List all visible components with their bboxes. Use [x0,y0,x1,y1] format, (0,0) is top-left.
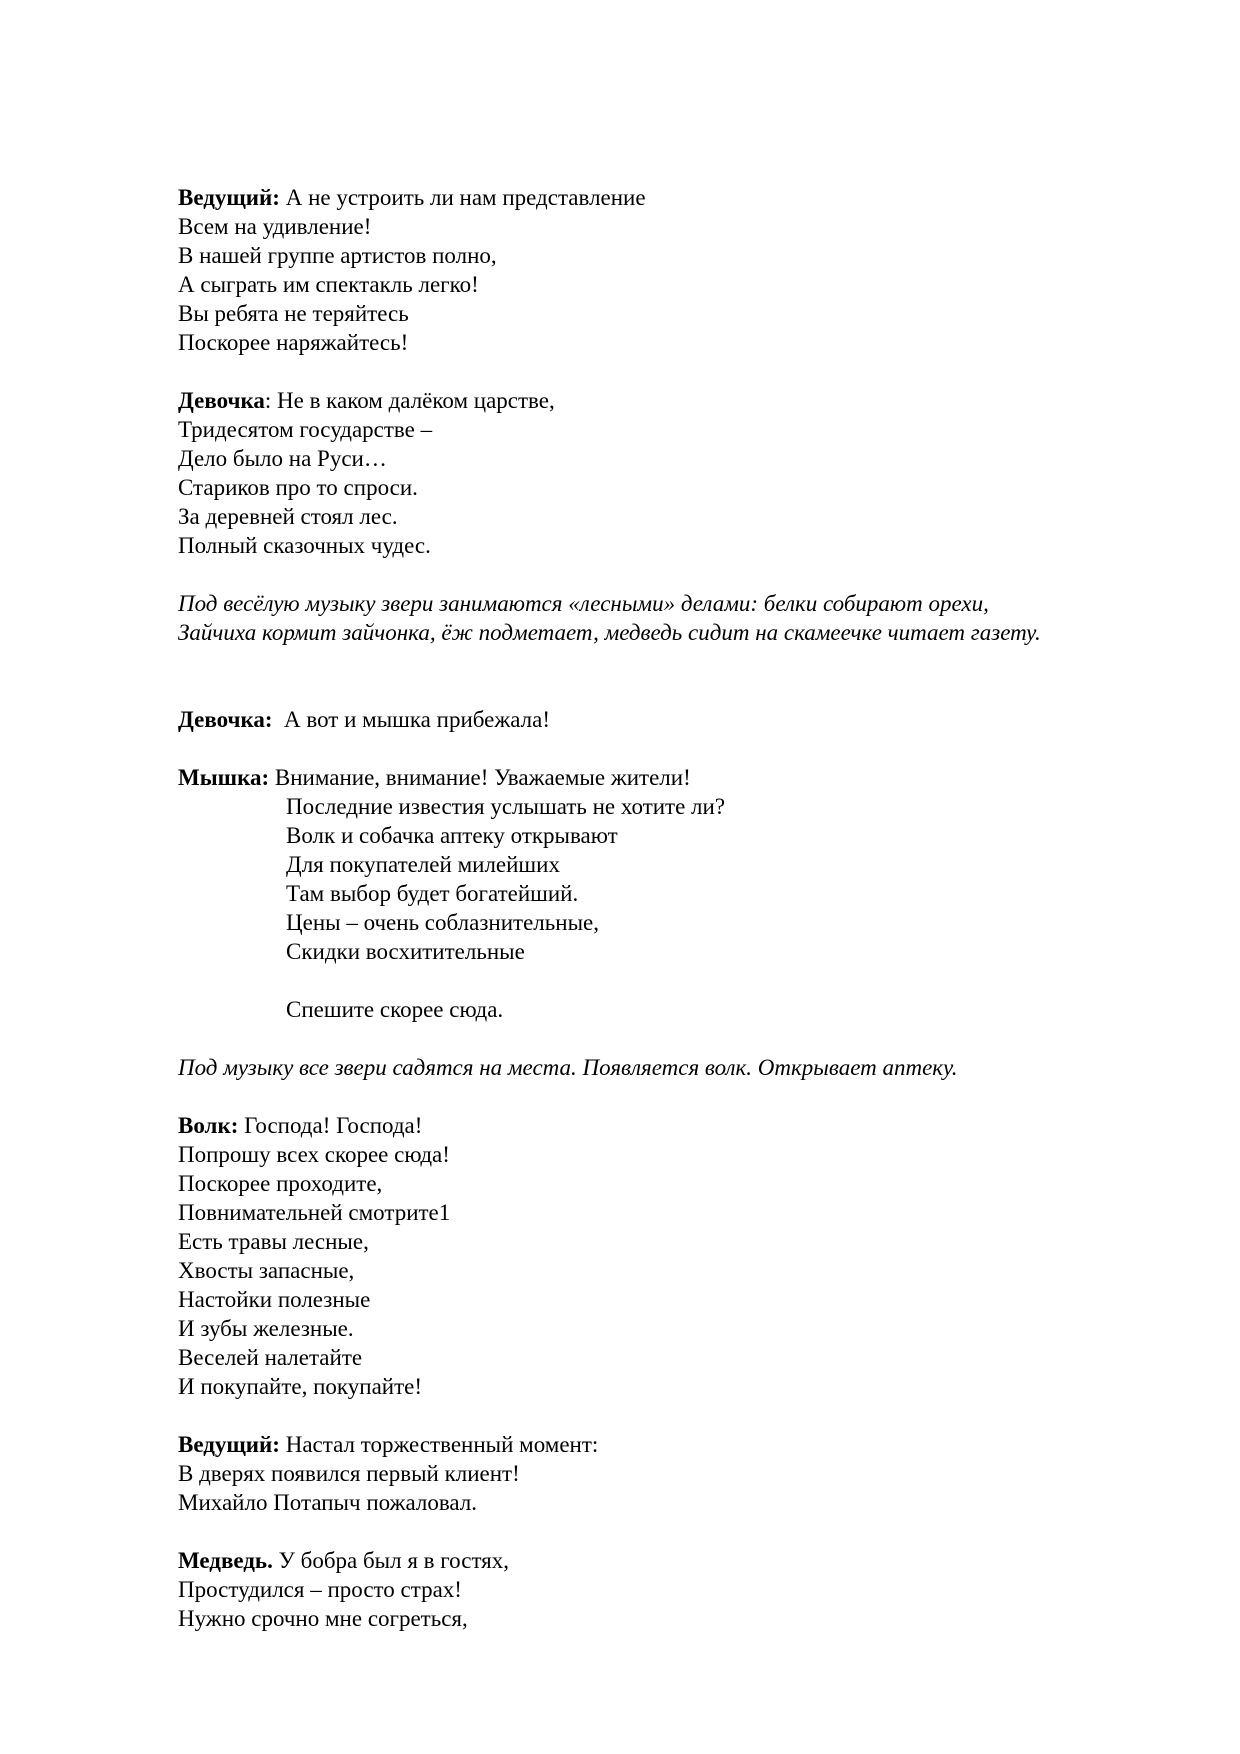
dialogue-line: Нужно срочно мне согреться, [178,1606,468,1631]
dialogue-line: Настойки полезные [178,1287,371,1312]
spacer [178,1024,1178,1053]
dialogue-line: Поскорее наряжайтесь! [178,330,409,355]
dialogue-line: Последние известия услышать не хотите ли? [286,794,726,819]
speaker-name: Ведущий: [178,185,280,210]
dialogue-text: У бобра был я в гостях, [272,1548,510,1573]
dialogue-line: Всем на удивление! [178,214,372,239]
spacer [178,357,1178,386]
dialogue-line [178,386,1178,415]
dialogue-text: Внимание, внимание! Уважаемые жители! [269,765,691,790]
speaker-name: Волк: [178,1113,239,1138]
dialogue-text: : Не в каком далёком царстве, [264,388,555,413]
dialogue-line: Для покупателей милейших [286,852,560,877]
dialogue-line [178,763,1178,792]
speaker-name: Девочка [178,388,265,413]
stage-direction-1 [178,589,1178,647]
spacer [178,1082,1178,1111]
spacer [178,1401,1178,1430]
stage-direction-line: Под весёлую музыку звери занимаются «лесными» делами: белки собирают орехи, [178,591,989,616]
dialogue-block-girl-2 [178,705,1178,734]
dialogue-line: Поскорее проходите, [178,1171,383,1196]
dialogue-line: Скидки восхитительные [286,939,525,964]
dialogue-line [178,183,1178,212]
dialogue-line: И покупайте, покупайте! [178,1374,423,1399]
speaker-name: Мышка: [178,765,270,790]
dialogue-line: Веселей налетайте [178,1345,363,1370]
dialogue-text: А не устроить ли нам представление [279,185,646,210]
dialogue-line: В нашей группе артистов полно, [178,243,497,268]
dialogue-line: Попрошу всех скорее сюда! [178,1142,450,1167]
spacer [178,966,1178,995]
dialogue-line: Хвосты запасные, [178,1258,355,1283]
dialogue-line: Дело было на Руси… [178,446,387,471]
spacer [178,647,1178,705]
stage-direction-line: Под музыку все звери садятся на места. Появляется волк. Открывает аптеку. [178,1055,958,1080]
dialogue-line: Волк и собачка аптеку открывают [286,823,618,848]
dialogue-line: Цены – очень соблазнительные, [286,910,599,935]
stage-direction-line: Зайчиха кормит зайчонка, ёж подметает, медведь сидит на скамеечке читает газету. [178,620,1041,645]
dialogue-block-wolf [178,1111,1178,1401]
dialogue-line: В дверях появился первый клиент! [178,1461,520,1486]
dialogue-line: Стариков про то спроси. [178,475,418,500]
dialogue-line: Есть травы лесные, [178,1229,369,1254]
dialogue-line: А сыграть им спектакль легко! [178,272,479,297]
dialogue-block-girl-1 [178,386,1178,560]
dialogue-text: Настал торжественный момент: [279,1432,599,1457]
dialogue-line: Простудился – просто страх! [178,1577,462,1602]
spacer [178,734,1178,763]
speaker-name: Ведущий: [178,1432,280,1457]
stage-direction-2 [178,1053,1178,1082]
dialogue-line [178,1430,1178,1459]
dialogue-line: Михайло Потапыч пожаловал. [178,1490,478,1515]
dialogue-block-presenter-2 [178,1430,1178,1517]
dialogue-line: И зубы железные. [178,1316,354,1341]
dialogue-line: Там выбор будет богатейший. [286,881,579,906]
dialogue-line: Вы ребята не теряйтесь [178,301,409,326]
speaker-name: Девочка: [178,707,273,732]
dialogue-text: Господа! Господа! [238,1113,423,1138]
dialogue-line: Тридесятом государстве – [178,417,433,442]
dialogue-line [178,1111,1178,1140]
spacer [178,560,1178,589]
dialogue-line: Повнимательней смотрите1 [178,1200,451,1225]
dialogue-block-mouse [178,763,1178,1024]
dialogue-block-presenter-1 [178,183,1178,357]
dialogue-line: Полный сказочных чудес. [178,533,431,558]
dialogue-text: А вот и мышка прибежала! [272,707,551,732]
dialogue-line: За деревней стоял лес. [178,504,398,529]
spacer [178,1517,1178,1546]
dialogue-line [178,1546,1178,1575]
dialogue-line [178,705,1178,734]
dialogue-line: Спешите скорее сюда. [286,997,504,1022]
speaker-name: Медведь. [178,1548,273,1573]
dialogue-block-bear [178,1546,1178,1633]
document-page [178,183,1178,1633]
